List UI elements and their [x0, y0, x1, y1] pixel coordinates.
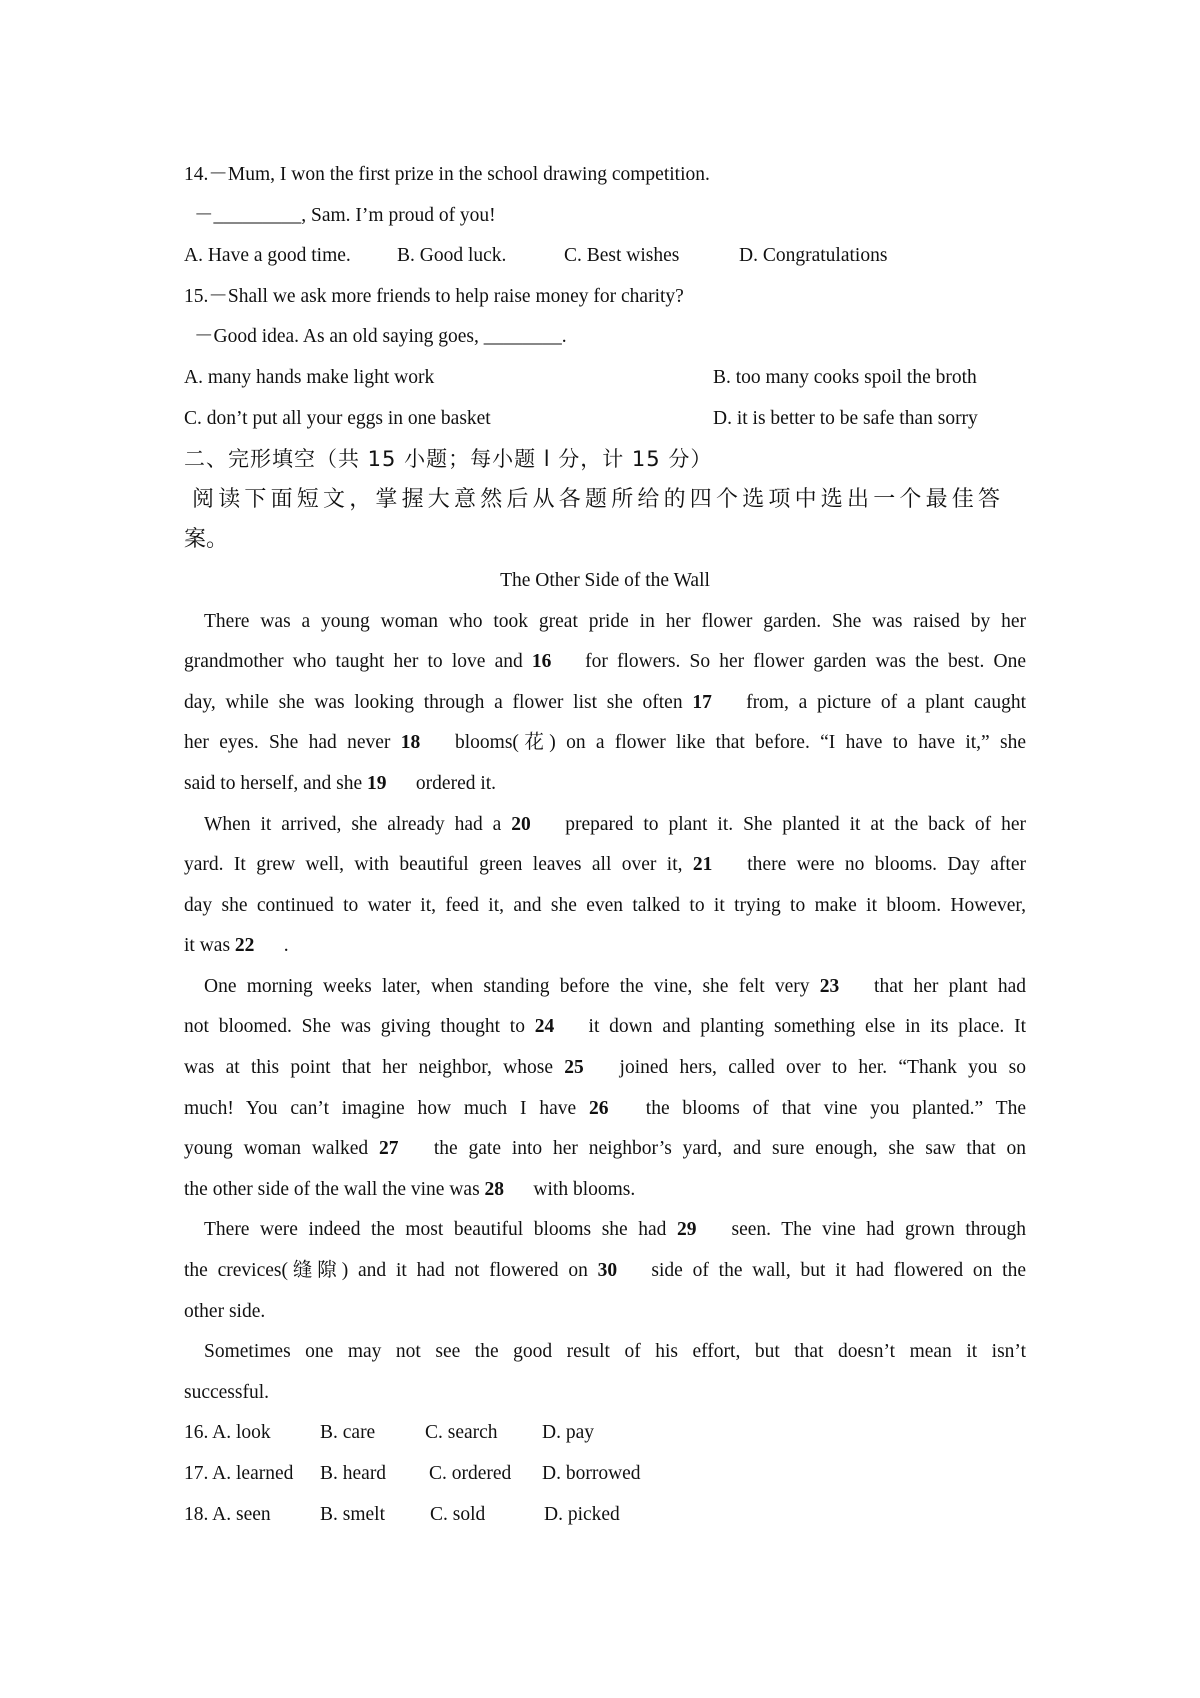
- choice-b: B. heard: [320, 1463, 387, 1484]
- passage-line: [184, 764, 1026, 805]
- passage-text: Sometimes one may not see the good result of his effort, but that doesn’t mean it isn’t: [204, 1341, 1026, 1363]
- choice-a: 18. A. seen: [184, 1503, 271, 1525]
- option-d: D. Congratulations: [739, 245, 888, 267]
- choice-c: C. ordered: [429, 1463, 512, 1484]
- passage-text: There was a young woman who took great pride in her flower garden. She was raised by her: [204, 610, 1026, 632]
- passage-text: blooms(花) on a flower like that before. “I have to have it,” she: [444, 732, 1026, 754]
- option-d: D. it is better to be safe than sorry: [713, 407, 978, 429]
- question-14-options: [184, 236, 1026, 277]
- passage-line: [184, 886, 1026, 927]
- option-b: B. too many cooks spoil the broth: [713, 366, 977, 388]
- passage-line: [184, 683, 1026, 724]
- option-c: C. Best wishes: [564, 245, 680, 267]
- passage-text: with blooms.: [528, 1178, 636, 1200]
- passage-line: [184, 967, 1026, 1008]
- passage-body: [184, 602, 1026, 1414]
- passage-text: said to herself, and she: [184, 772, 368, 794]
- passage-text: ordered it.: [411, 772, 497, 794]
- passage-line: [184, 642, 1026, 683]
- passage-text: was at this point that her neighbor, whose: [184, 1057, 565, 1079]
- passage-text: young woman walked: [184, 1138, 379, 1160]
- question-15-reply: －Good idea. As an old saying goes, ________.: [194, 326, 567, 348]
- blank-number: 17: [692, 691, 712, 713]
- choice-b: B. care: [320, 1422, 376, 1444]
- choice-c: C. sold: [430, 1503, 486, 1525]
- blank-number: 23: [819, 975, 840, 997]
- passage-text: her eyes. She had never: [184, 732, 401, 754]
- choice-d: D. pay: [542, 1422, 594, 1444]
- passage-text: it down and planting something else in its place. It: [578, 1016, 1027, 1038]
- passage-text: successful.: [184, 1381, 270, 1403]
- passage-text: yard. It grew well, with beautiful green leaves all over it,: [184, 854, 693, 876]
- blank-number: 24: [534, 1016, 555, 1038]
- blank-number: 22: [234, 935, 255, 957]
- blank-number: 16: [531, 651, 552, 673]
- passage-text: it was: [184, 935, 235, 957]
- passage-line: [184, 1251, 1026, 1292]
- blank-number: 30: [597, 1260, 618, 1282]
- option-a: A. Have a good time.: [184, 245, 351, 267]
- option-b: B. Good luck.: [397, 245, 507, 267]
- option-a: A. many hands make light work: [184, 366, 435, 388]
- passage-text: side of the wall, but it had flowered on the: [641, 1260, 1026, 1282]
- passage-line: [184, 602, 1026, 643]
- passage-line: [184, 723, 1026, 764]
- passage-text: There were indeed the most beautiful blooms she had: [204, 1219, 677, 1241]
- passage-text: the other side of the wall the vine was: [184, 1178, 485, 1200]
- passage-line: [184, 1007, 1026, 1048]
- passage-text: grandmother who taught her to love and: [184, 651, 532, 673]
- passage-line: [184, 1332, 1026, 1373]
- choice-d: D. picked: [544, 1503, 620, 1525]
- blank-number: 27: [379, 1138, 399, 1160]
- passage-line: [184, 805, 1026, 846]
- passage-text: prepared to plant it. She planted it at the back of her: [555, 813, 1027, 835]
- blank-number: 29: [676, 1219, 697, 1241]
- passage-text: other side.: [184, 1300, 266, 1322]
- choice-a: 17. A. learned: [184, 1463, 294, 1484]
- passage-text: seen. The vine had grown through: [720, 1219, 1026, 1241]
- choice-row-18: [184, 1495, 1026, 1536]
- choice-row-17: [184, 1454, 1026, 1495]
- passage-text: joined hers, called over to her. “Thank you so: [608, 1057, 1026, 1079]
- choice-c: C. search: [425, 1422, 498, 1444]
- passage-text: When it arrived, she already had a: [204, 813, 512, 835]
- passage-text: .: [278, 935, 289, 957]
- choice-row-16: [184, 1413, 1026, 1454]
- passage-text: not bloomed. She was giving thought to: [184, 1016, 535, 1038]
- choice-b: B. smelt: [320, 1503, 386, 1525]
- blank-number: 26: [588, 1097, 609, 1119]
- passage-text: for flowers. So her flower garden was the best. One: [575, 651, 1026, 673]
- passage-line: [184, 845, 1026, 886]
- passage-text: from, a picture of a plant caught: [736, 691, 1026, 713]
- blank-number: 20: [511, 813, 531, 835]
- passage-line: [184, 1373, 1026, 1414]
- passage-line: [184, 1292, 1026, 1333]
- question-15-options-row-1: [184, 358, 1026, 399]
- passage-text: that her plant had: [863, 975, 1026, 997]
- passage-text: One morning weeks later, when standing before the vine, she felt very: [204, 975, 820, 997]
- question-15-stem: 15.－Shall we ask more friends to help raise money for charity?: [184, 285, 684, 307]
- choice-a: 16. A. look: [184, 1422, 271, 1444]
- passage-text: the gate into her neighbor’s yard, and sure enough, she saw that on: [423, 1138, 1027, 1160]
- choice-d: D. borrowed: [542, 1463, 641, 1484]
- passage-line: [184, 1129, 1026, 1170]
- passage-line: [184, 1089, 1026, 1130]
- passage-line: [184, 1048, 1026, 1089]
- blank-number: 25: [564, 1057, 584, 1079]
- blank-number: 18: [400, 732, 421, 754]
- option-c: C. don’t put all your eggs in one basket: [184, 407, 491, 429]
- passage-text: the blooms of that vine you planted.” The: [632, 1097, 1026, 1119]
- passage-line: [184, 1170, 1026, 1211]
- question-14-reply: －_________, Sam. I’m proud of you!: [194, 204, 496, 226]
- blank-number: 21: [692, 854, 713, 876]
- passage-text: there were no blooms. Day after: [736, 854, 1027, 876]
- question-15-options-row-2: [184, 399, 1026, 440]
- passage-line: [184, 1210, 1026, 1251]
- passage-line: [184, 926, 1026, 967]
- passage-title: The Other Side of the Wall: [500, 569, 710, 591]
- exam-page: [184, 155, 1026, 1535]
- section-instruction-continued: 案。: [184, 527, 229, 553]
- question-14-stem: 14.－Mum, I won the first prize in the school drawing competition.: [184, 164, 710, 185]
- passage-text: much! You can’t imagine how much I have: [184, 1097, 589, 1119]
- section-heading: 二、完形填空（共 15 小题；每小题 l 分，计 15 分）: [184, 447, 713, 472]
- blank-number: 19: [367, 772, 387, 794]
- passage-text: the crevices(缝隙) and it had not flowered on: [184, 1260, 598, 1282]
- blank-number: 28: [484, 1178, 505, 1200]
- section-instruction: 阅读下面短文，掌握大意然后从各题所给的四个选项中选出一个最佳答: [192, 486, 1005, 512]
- passage-text: day, while she was looking through a flower list she often: [184, 691, 693, 713]
- passage-text: day she continued to water it, feed it, and she even talked to it trying to make it bloom. However,: [184, 894, 1026, 916]
